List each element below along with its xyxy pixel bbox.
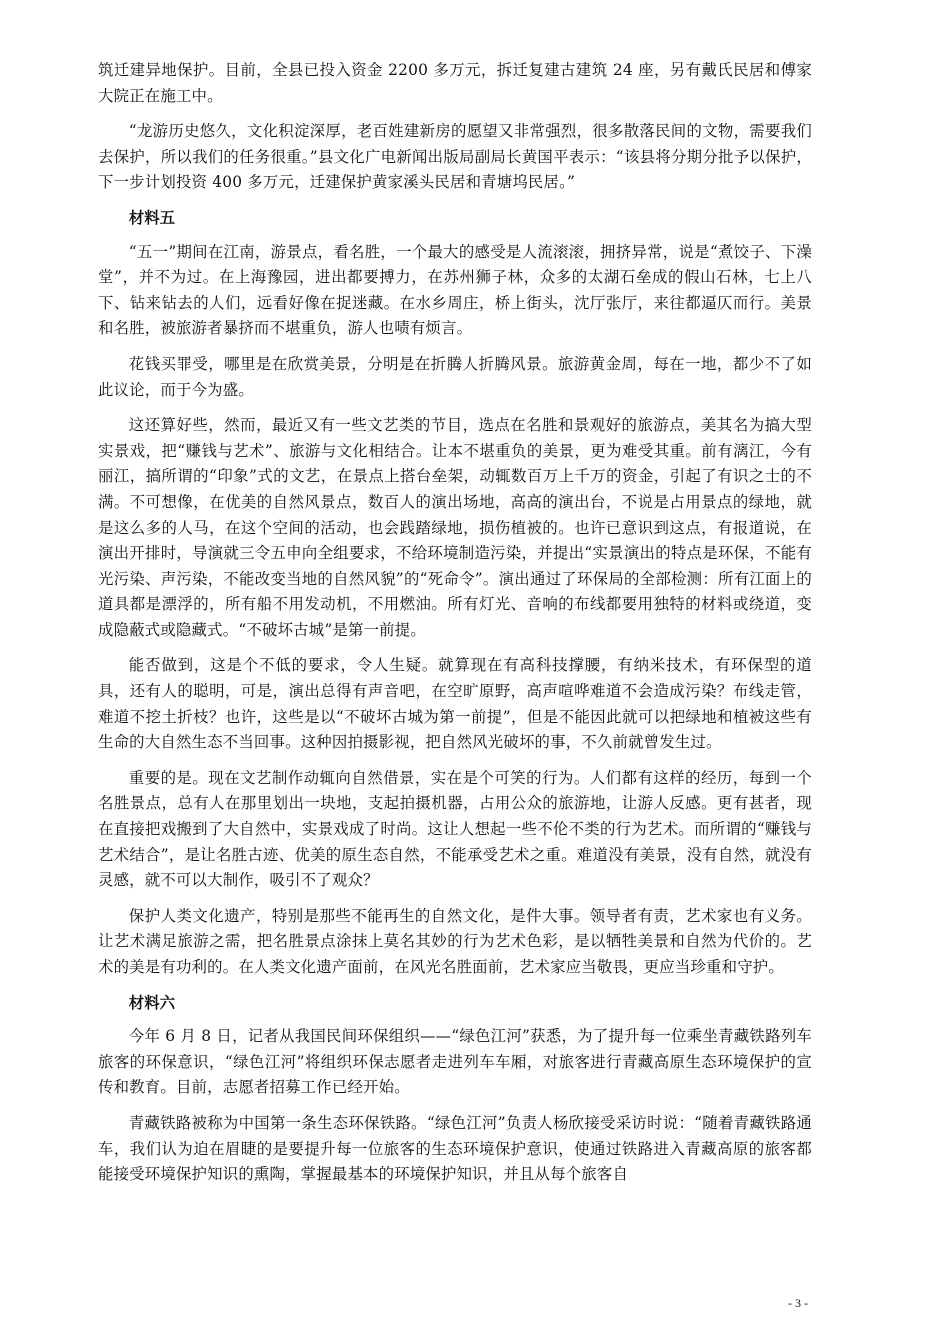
paragraph-qinghai-tibet-railway: 青藏铁路被称为中国第一条生态环保铁路。“绿色江河”负责人杨欣接受采访时说：“随着青藏铁路通车，我们认为迫在眉睫的是要提升每一位旅客的生态环境保护意识，使通过铁路进入青藏高原的旅客都能接受环境保护知识的熏陶，掌握最基本的环境保护知识，并且从每个旅客自 bbox=[98, 1113, 812, 1184]
paragraph-protect-heritage: 保护人类文化遗产，特别是那些不能再生的自然文化，是件大事。领导者有责，艺术家也有义务。让艺术满足旅游之需，把名胜景点涂抹上莫名其妙的行为艺术色彩，是以牺牲美景和自然为代价的。艺术的美是有功利的。在人类文化遗产面前，在风光名胜面前，艺术家应当敬畏，更应当珍重和守护。 bbox=[98, 906, 812, 976]
paragraph-green-river: 今年 6 月 8 日，记者从我国民间环保组织——“绿色江河”获悉，为了提升每一位乘坐青藏铁路列车旅客的环保意识，“绿色江河”将组织环保志愿者走进列车车厢，对旅客进行青藏高原生态环境保护的宣传和教育。目前，志愿者招募工作已经开始。 bbox=[98, 1027, 812, 1097]
paragraph-may-day-crowds: “五一”期间在江南，游景点，看名胜，一个最大的感受是人流滚滚，拥挤异常，说是“煮饺子、下澡堂”，并不为过。在上海豫园，进出都要搏力，在苏州狮子林，众多的太湖石垒成的假山石林，七上八下、钻来钻去的人们，远看好像在捉迷藏。在水乡周庄，桥上街头，沈厅张厅，来往都逼仄而行。美景和名胜，被旅游者暴挤而不堪重负，游人也啧有烦言。 bbox=[98, 242, 812, 338]
heading-material-5: 材料五 bbox=[128, 208, 175, 227]
document-page bbox=[98, 58, 812, 1198]
heading-material-6: 材料六 bbox=[128, 993, 175, 1012]
page-number: - 3 - bbox=[788, 1296, 808, 1310]
paragraph-longyou-quote: “龙游历史悠久，文化积淀深厚，老百姓建新房的愿望又非常强烈，很多散落民间的文物，需要我们去保护，所以我们的任务很重。”县文化广电新闻出版局副局长黄国平表示：“该县将分期分批予以保护，下一步计划投资 400 多万元，迁建保护黄家溪头民居和青塘坞民居。” bbox=[98, 122, 812, 192]
paragraph-borrowing-nature: 重要的是。现在文艺制作动辄向自然借景，实在是个可笑的行为。人们都有这样的经历，每到一个名胜景点，总有人在那里划出一块地，支起拍摄机器，占用公众的旅游地，让游人反感。更有甚者，现在直接把戏搬到了大自然中，实景戏成了时尚。这让人想起一些不伦不类的行为艺术。而所谓的“赚钱与艺术结合”，是让名胜古迹、优美的原生态自然，不能承受艺术之重。难道没有美景，没有自然，就没有灵感，就不可以大制作，吸引不了观众？ bbox=[98, 768, 812, 890]
paragraph-spend-money-suffer: 花钱买罪受，哪里是在欣赏美景，分明是在折腾人折腾风景。旅游黄金周，每在一地，都少不了如此议论，而于今为盛。 bbox=[98, 354, 812, 399]
paragraph-live-performance: 这还算好些，然而，最近又有一些文艺类的节目，选点在名胜和景观好的旅游点，美其名为搞大型实景戏，把“赚钱与艺术”、旅游与文化相结合。让本不堪重负的美景，更为难受其重。前有漓江，今有丽江，搞所谓的“印象”式的文艺，在景点上搭台垒架，动辄数百万上千万的资金，引起了有识之士的不满。不可想像，在优美的自然风景点，数百人的演出场地，高高的演出台，不说是占用景点的绿地，就是这么多的人马，在这个空间的活动，也会践踏绿地，损伤植被的。也许已意识到这点，有报道说，在演出开排时，导演就三令五申向全组要求，不给环境制造污染，并提出“实景演出的特点是环保，不能有光污染、声污染，不能改变当地的自然风貌”的“死命令”。演出通过了环保局的全部检测：所有江面上的道具都是漂浮的，所有船不用发动机，不用燃油。所有灯光、音响的布线都要用独特的材料或绕道，变成隐蔽式或隐藏式。“不破坏古城”是第一前提。 bbox=[98, 416, 812, 639]
paragraph-doubt: 能否做到，这是个不低的要求，令人生疑。就算现在有高科技撑腰，有纳米技术，有环保型的道具，还有人的聪明，可是，演出总得有声音吧，在空旷原野，高声喧哗难道不会造成污染？布线走管，难道不挖土折枝？也许，这些是以“不破坏古城为第一前提”，但是不能因此就可以把绿地和植被这些有生命的大自然生态不当回事。这种因拍摄影视，把自然风光破坏的事，不久前就曾发生过。 bbox=[98, 656, 812, 752]
paragraph-relocation-protection: 筑迁建异地保护。目前，全县已投入资金 2200 多万元，拆迁复建古建筑 24 座，另有戴氏民居和傅家大院正在施工中。 bbox=[98, 61, 812, 105]
